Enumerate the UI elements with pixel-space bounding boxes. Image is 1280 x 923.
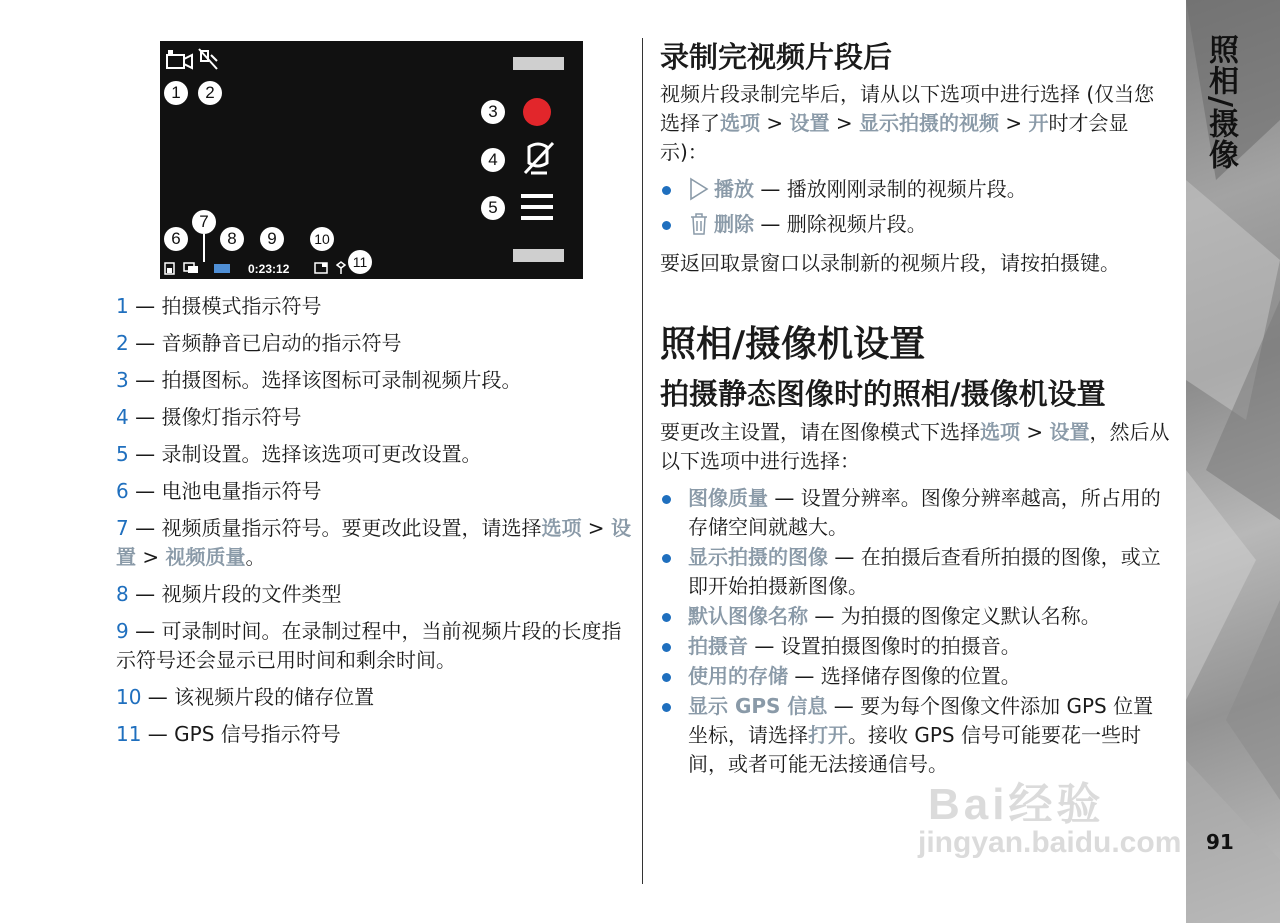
callout-4: 4 xyxy=(481,148,505,172)
image-quality-option[interactable]: 图像质量 xyxy=(688,486,768,510)
file-type-mp4-icon xyxy=(214,264,230,273)
list-item xyxy=(660,175,1170,204)
option-description: — 设置拍摄图像时的拍摄音。 xyxy=(748,634,1021,658)
menu-separator: > xyxy=(998,111,1029,135)
legend-text: — 摄像灯指示符号 xyxy=(128,405,302,429)
intro-text-end: 时才会显示)： xyxy=(660,111,1129,164)
legend-item xyxy=(116,403,631,432)
show-gps-info-option[interactable]: 显示 GPS 信息 xyxy=(688,694,828,718)
option-description: — 在拍摄后查看所拍摄的图像，或立即开始拍摄新图像。 xyxy=(688,545,1161,598)
gps-signal-icon xyxy=(336,261,346,275)
video-camera-mode-icon xyxy=(166,49,194,71)
legend-item xyxy=(116,366,631,395)
video-quality-icon xyxy=(183,262,199,274)
menu-settings-link[interactable]: 设置 xyxy=(1049,420,1090,444)
menu-separator: > xyxy=(829,111,859,135)
watermark-url: jingyan.baidu.com xyxy=(918,826,1182,859)
callout-7: 7 xyxy=(192,210,216,234)
legend-text: — 录制设置。选择该选项可更改设置。 xyxy=(128,442,482,466)
memory-in-use-option[interactable]: 使用的存储 xyxy=(688,664,788,688)
legend-number: 3 xyxy=(116,368,129,392)
delete-option[interactable]: 删除 xyxy=(714,212,754,236)
record-button[interactable] xyxy=(523,98,551,126)
bottom-softkey-bar[interactable] xyxy=(513,249,564,262)
menu-on-link[interactable]: 开 xyxy=(1028,111,1049,135)
callout-3: 3 xyxy=(481,100,505,124)
battery-level-icon xyxy=(164,261,176,275)
list-item xyxy=(660,692,1170,779)
legend-number: 7 xyxy=(116,516,129,540)
baidu-watermark xyxy=(918,768,1188,868)
option-description: — 要为每个图像文件添加 GPS 位置坐标，请选择 xyxy=(688,694,1154,747)
play-option[interactable]: 播放 xyxy=(714,177,754,201)
menu-options-link[interactable]: 选项 xyxy=(720,111,760,135)
legend-number: 9 xyxy=(116,619,129,643)
trash-icon xyxy=(688,212,710,236)
legend-item xyxy=(116,477,631,506)
menu-separator: > xyxy=(136,545,166,569)
legend-number: 5 xyxy=(116,442,129,466)
callout-2: 2 xyxy=(198,81,222,105)
camera-viewfinder-figure xyxy=(160,41,583,279)
after-recording-heading: 录制完视频片段后 xyxy=(660,40,893,74)
legend-number: 2 xyxy=(116,331,129,355)
menu-options-link[interactable]: 选项 xyxy=(541,516,582,540)
option-description-end: 。接收 GPS 信号可能要花一些时间，或者可能无法接通信号。 xyxy=(688,723,1141,776)
list-item xyxy=(660,543,1170,601)
intro-text: 视频片段录制完毕后，请从以下选项中进行选择 (仅当您选择了 xyxy=(660,82,1155,135)
legend-item xyxy=(116,329,631,358)
legend-text: — 拍摄图标。选择该图标可录制视频片段。 xyxy=(128,368,522,392)
legend-text: — GPS 信号指示符号 xyxy=(141,722,341,746)
legend-text: — 视频片段的文件类型 xyxy=(128,582,342,606)
legend-item xyxy=(116,617,631,675)
legend-number: 10 xyxy=(116,685,142,709)
viewfinder-legend xyxy=(116,292,631,757)
default-image-name-option[interactable]: 默认图像名称 xyxy=(688,604,808,628)
legend-item xyxy=(116,514,631,572)
callout-10: 10 xyxy=(310,227,334,251)
legend-number: 8 xyxy=(116,582,129,606)
option-description: — 删除视频片段。 xyxy=(754,212,927,236)
top-softkey-bar[interactable] xyxy=(513,57,564,70)
chapter-title: 照相/摄像 xyxy=(1203,34,1238,170)
after-recording-intro xyxy=(660,80,1170,167)
callout-8: 8 xyxy=(220,227,244,251)
option-description: — 为拍摄的图像定义默认名称。 xyxy=(808,604,1101,628)
show-captured-image-option[interactable]: 显示拍摄的图像 xyxy=(688,545,828,569)
after-recording-outro: 要返回取景窗口以录制新的视频片段，请按拍摄键。 xyxy=(660,251,1120,275)
legend-text: — 电池电量指示符号 xyxy=(128,479,322,503)
play-icon xyxy=(688,177,710,201)
list-item xyxy=(660,484,1170,542)
legend-number: 4 xyxy=(116,405,129,429)
capture-tone-option[interactable]: 拍摄音 xyxy=(688,634,748,658)
callout-11: 11 xyxy=(348,250,372,274)
list-item xyxy=(660,632,1170,661)
recording-time-readout: 0:23:12 xyxy=(248,262,290,276)
callout-7-leader xyxy=(203,234,205,262)
settings-intro xyxy=(660,418,1170,476)
video-light-icon[interactable] xyxy=(519,139,557,177)
callout-9: 9 xyxy=(260,227,284,251)
legend-text: — 音频静音已启动的指示符号 xyxy=(128,331,402,355)
legend-text: — 该视频片段的储存位置 xyxy=(141,685,375,709)
legend-number: 11 xyxy=(116,722,142,746)
menu-show-captured-video-link[interactable]: 显示拍摄的视频 xyxy=(858,111,999,135)
menu-video-quality-link[interactable]: 视频质量 xyxy=(165,545,246,569)
menu-separator: > xyxy=(581,516,611,540)
storage-location-icon xyxy=(314,262,328,274)
camera-settings-options xyxy=(660,484,1170,779)
menu-options-link[interactable]: 选项 xyxy=(980,420,1020,444)
intro-text: 要更改主设置，请在图像模式下选择 xyxy=(660,420,980,444)
option-description: — 选择储存图像的位置。 xyxy=(788,664,1021,688)
option-description: — 设置分辨率。图像分辨率越高，所占用的存储空间就越大。 xyxy=(688,486,1161,539)
settings-menu-icon[interactable] xyxy=(521,193,553,221)
legend-item xyxy=(116,580,631,609)
column-divider xyxy=(642,38,643,884)
option-description: — 播放刚刚录制的视频片段。 xyxy=(754,177,1027,201)
camera-settings-heading: 照相/摄像机设置 xyxy=(660,324,926,365)
legend-item xyxy=(116,292,631,321)
list-item xyxy=(660,210,1170,239)
callout-6: 6 xyxy=(164,227,188,251)
legend-text: — 可录制时间。在录制过程中，当前视频片段的长度指示符号还会显示已用时间和剩余时间。 xyxy=(116,619,622,672)
after-recording-options xyxy=(660,175,1170,239)
legend-text: — 视频质量指示符号。要更改此设置，请选择 xyxy=(128,516,542,540)
callout-1: 1 xyxy=(164,81,188,105)
right-column xyxy=(660,36,1170,789)
legend-number: 1 xyxy=(116,294,129,318)
still-image-settings-subheading: 拍摄静态图像时的照相/摄像机设置 xyxy=(660,377,1106,411)
legend-item xyxy=(116,683,631,712)
list-item xyxy=(660,662,1170,691)
legend-item xyxy=(116,440,631,469)
callout-5: 5 xyxy=(481,196,505,220)
menu-settings-link[interactable]: 设置 xyxy=(789,111,830,135)
legend-number: 6 xyxy=(116,479,129,503)
menu-settings-link[interactable]: 设置 xyxy=(116,516,631,569)
intro-text-end: ，然后从以下选项中进行选择： xyxy=(660,420,1170,473)
page-number: 91 xyxy=(1206,830,1234,854)
watermark-logo-text: Bai经验 xyxy=(928,780,1105,829)
menu-separator: > xyxy=(1020,420,1050,444)
list-item xyxy=(660,602,1170,631)
audio-mute-icon xyxy=(197,47,219,71)
menu-separator: > xyxy=(760,111,790,135)
gps-on-link[interactable]: 打开 xyxy=(808,723,848,747)
legend-end: 。 xyxy=(245,545,266,569)
legend-text: — 拍摄模式指示符号 xyxy=(128,294,322,318)
legend-item xyxy=(116,720,631,749)
